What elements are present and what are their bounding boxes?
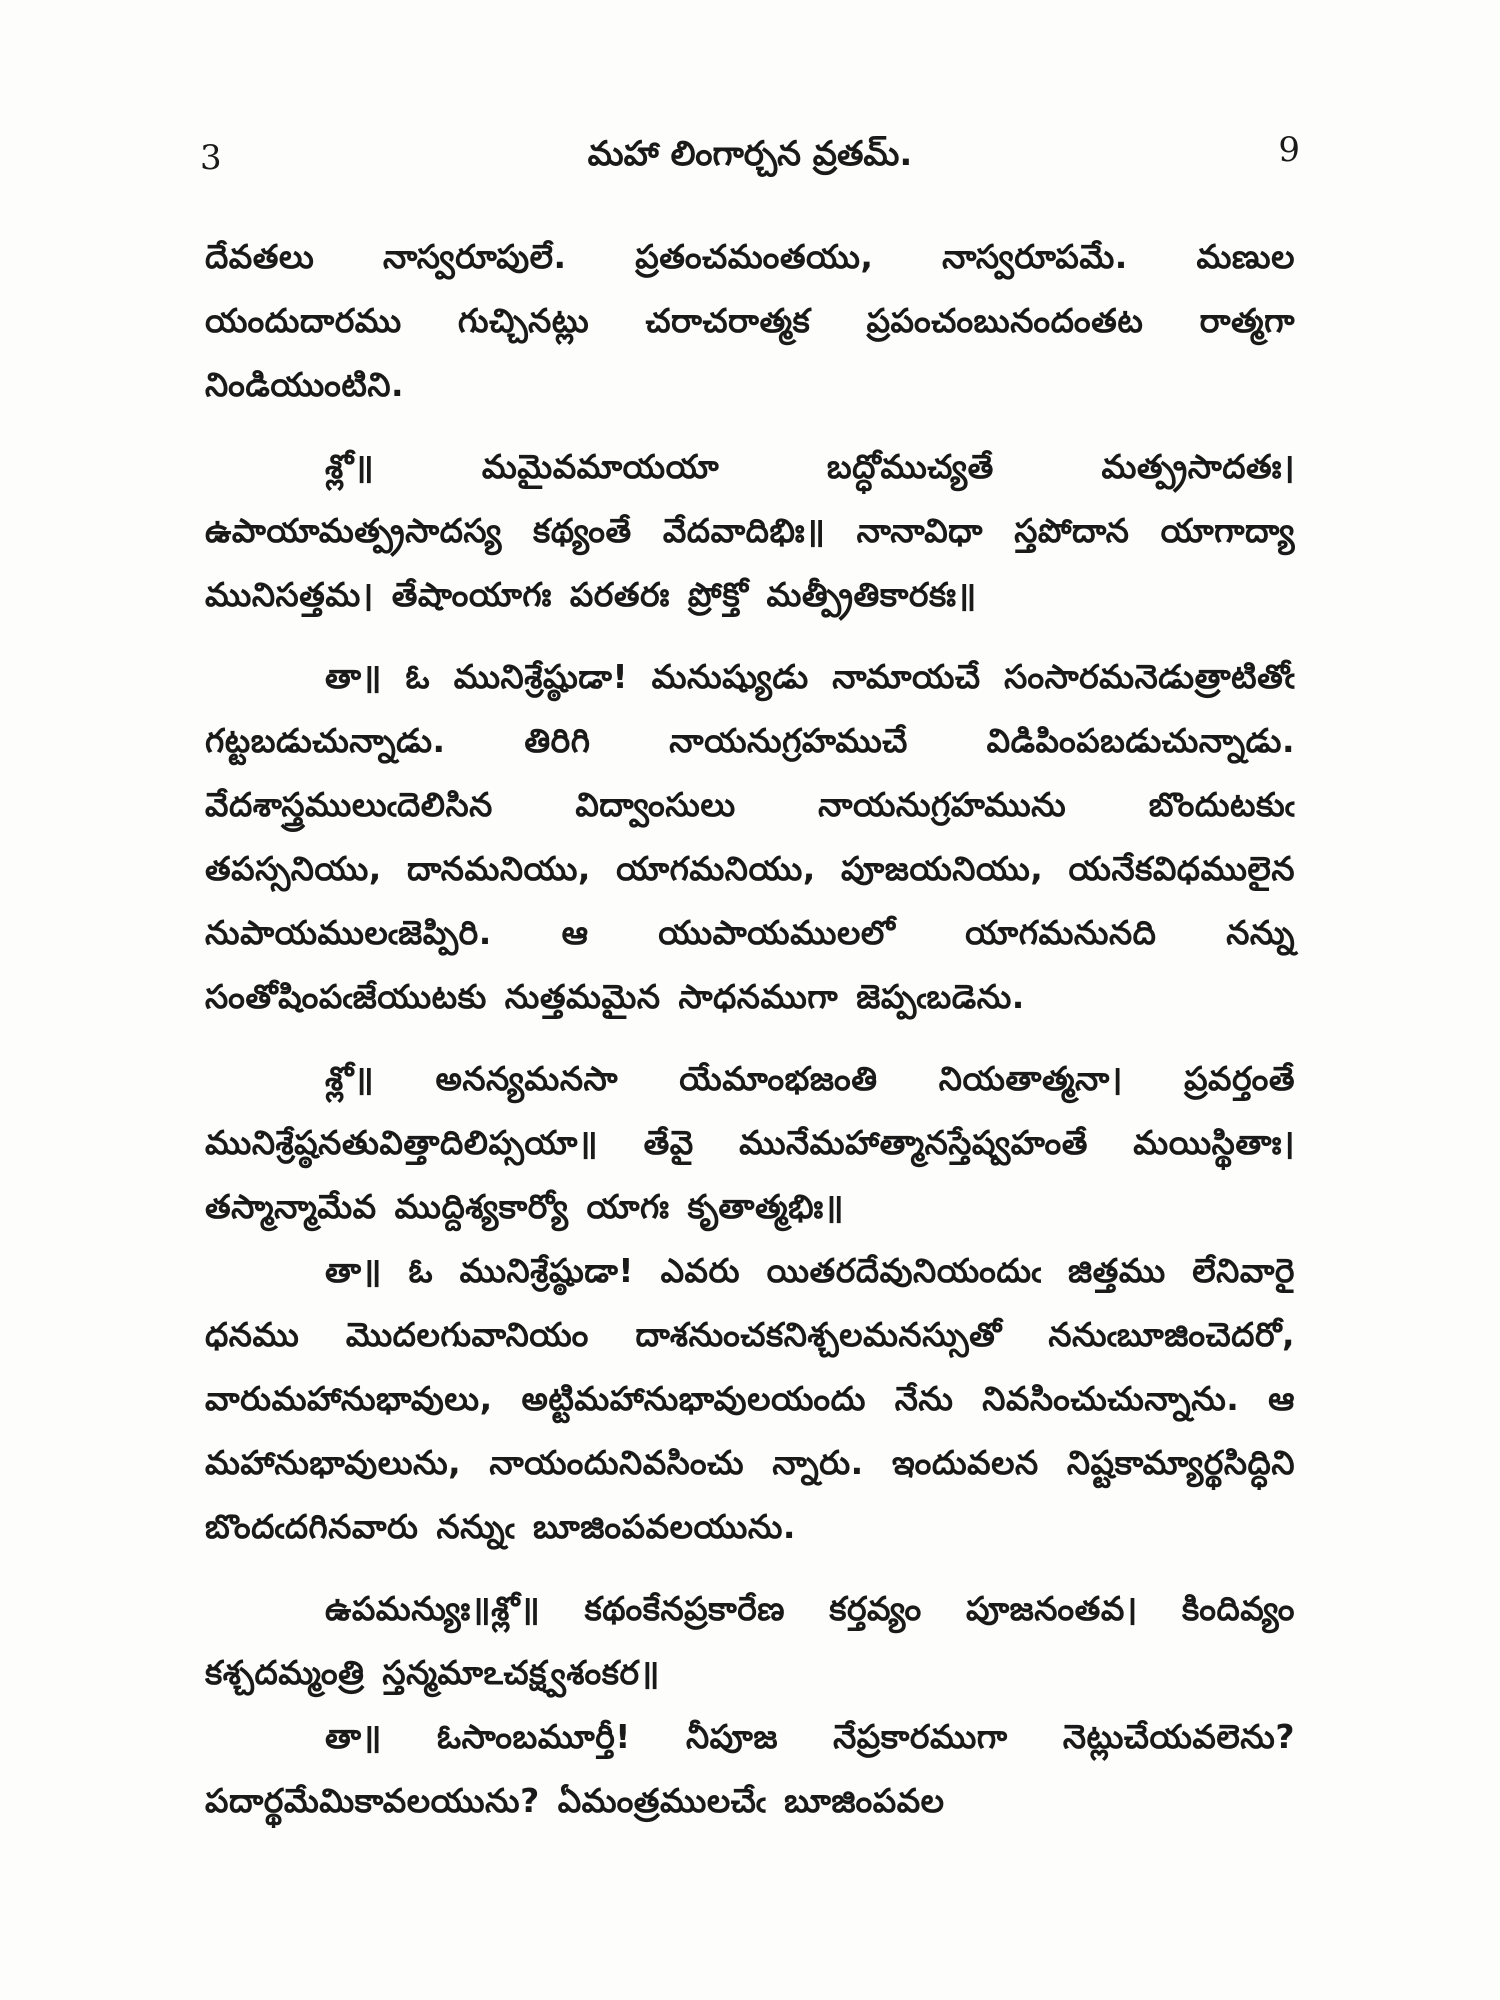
page-header [200,130,1300,200]
body-text [205,225,1295,1833]
paragraph-6-sloka: ఉపమన్యుః॥శ్లో॥ కథంకేనప్రకారేణ కర్తవ్యం పూజనంతవ। కిందివ్యం కశ్చదమ్మంత్రి స్తన్మమాఽచక్ష్వశంకర॥ [205,1589,1295,1692]
paragraph-4-sloka: శ్లో॥ అనన్యమనసా యేమాంభజంతి నియతాత్మనా। ప్రవర్తంతే మునిశ్రేష్ఠనతువిత్తాదిలిప్సయా॥ తేవై మునేమహాత్మానస్తేష్వహంతే మయిస్థితాః। తస్మాన్మామేవ ముద్దిశ్యకార్యో యాగః కృతాత్మభిః॥ [205,1059,1295,1226]
paragraph-7-meaning: తా॥ ఓసాంబమూర్తీ! నీపూజ నేప్రకారముగా నెట్లుచేయవలెను? పదార్థమేమికావలయును? ఏమంత్రములచేఁ బూజింపవల [205,1717,1295,1820]
paragraph-2-sloka: శ్లో॥ మమైవమాయయా బద్ధోముచ్యతే మత్ప్రసాదతః। ఉపాయామత్ప్రసాదస్య కథ్యంతే వేదవాదిభిః॥ నానావిధా స్తపోదాన యాగాద్యా మునిసత్తమ। తేషాంయాగః పరతరః ప్రోక్తో మత్ప్రీతికారకః॥ [205,447,1295,614]
paragraph-5-meaning: తా॥ ఓ మునిశ్రేష్ఠుడా! ఎవరు యితరదేవునియందుఁ జిత్తము లేనివారై ధనము మొదలగువానియం దాశనుంచకనిశ్చలమనస్సుతో ననుఁబూజించెదరో, వారుమహానుభావులు, అట్టిమహానుభావులయందు నేను నివసించుచున్నాను. ఆ మహానుభావులును, నాయందునివసించు న్నారు. ఇందువలన నిష్టకామ్యార్థసిద్ధిని బొందఁదగినవారు నన్నుఁ బూజింపవలయును. [205,1251,1295,1546]
page-number-left: 3 [200,138,222,178]
paragraph-3-meaning: తా॥ ఓ మునిశ్రేష్ఠుడా! మనుష్యుడు నామాయచే సంసారమనెడుత్రాటితోఁ గట్టబడుచున్నాడు. తిరిగి నాయనుగ్రహముచే విడిపింపబడుచున్నాడు. వేదశాస్త్రములుఁదెలిసిన విద్వాంసులు నాయనుగ్రహమును బొందుటకుఁ తపస్సనియు, దానమనియు, యాగమనియు, పూజయనియు, యనేకవిధములైన నుపాయములఁజెప్పిరి. ఆ యుపాయములలో యాగమనునది నన్ను సంతోషింపఁజేయుటకు నుత్తమమైన సాధనముగా జెప్పఁబడెను. [205,657,1295,1016]
paragraph-1: దేవతలు నాస్వరూపులే. ప్రతంచమంతయు, నాస్వరూపమే. మణుల యందుదారము గుచ్చినట్లు చరాచరాత్మక ప్రపంచంబునందంతట రాత్మగా నిండియుంటిని. [205,237,1295,404]
running-title: మహా లింగార్చన వ్రతమ్. [587,134,913,174]
page-number-right: 9 [1278,130,1300,170]
